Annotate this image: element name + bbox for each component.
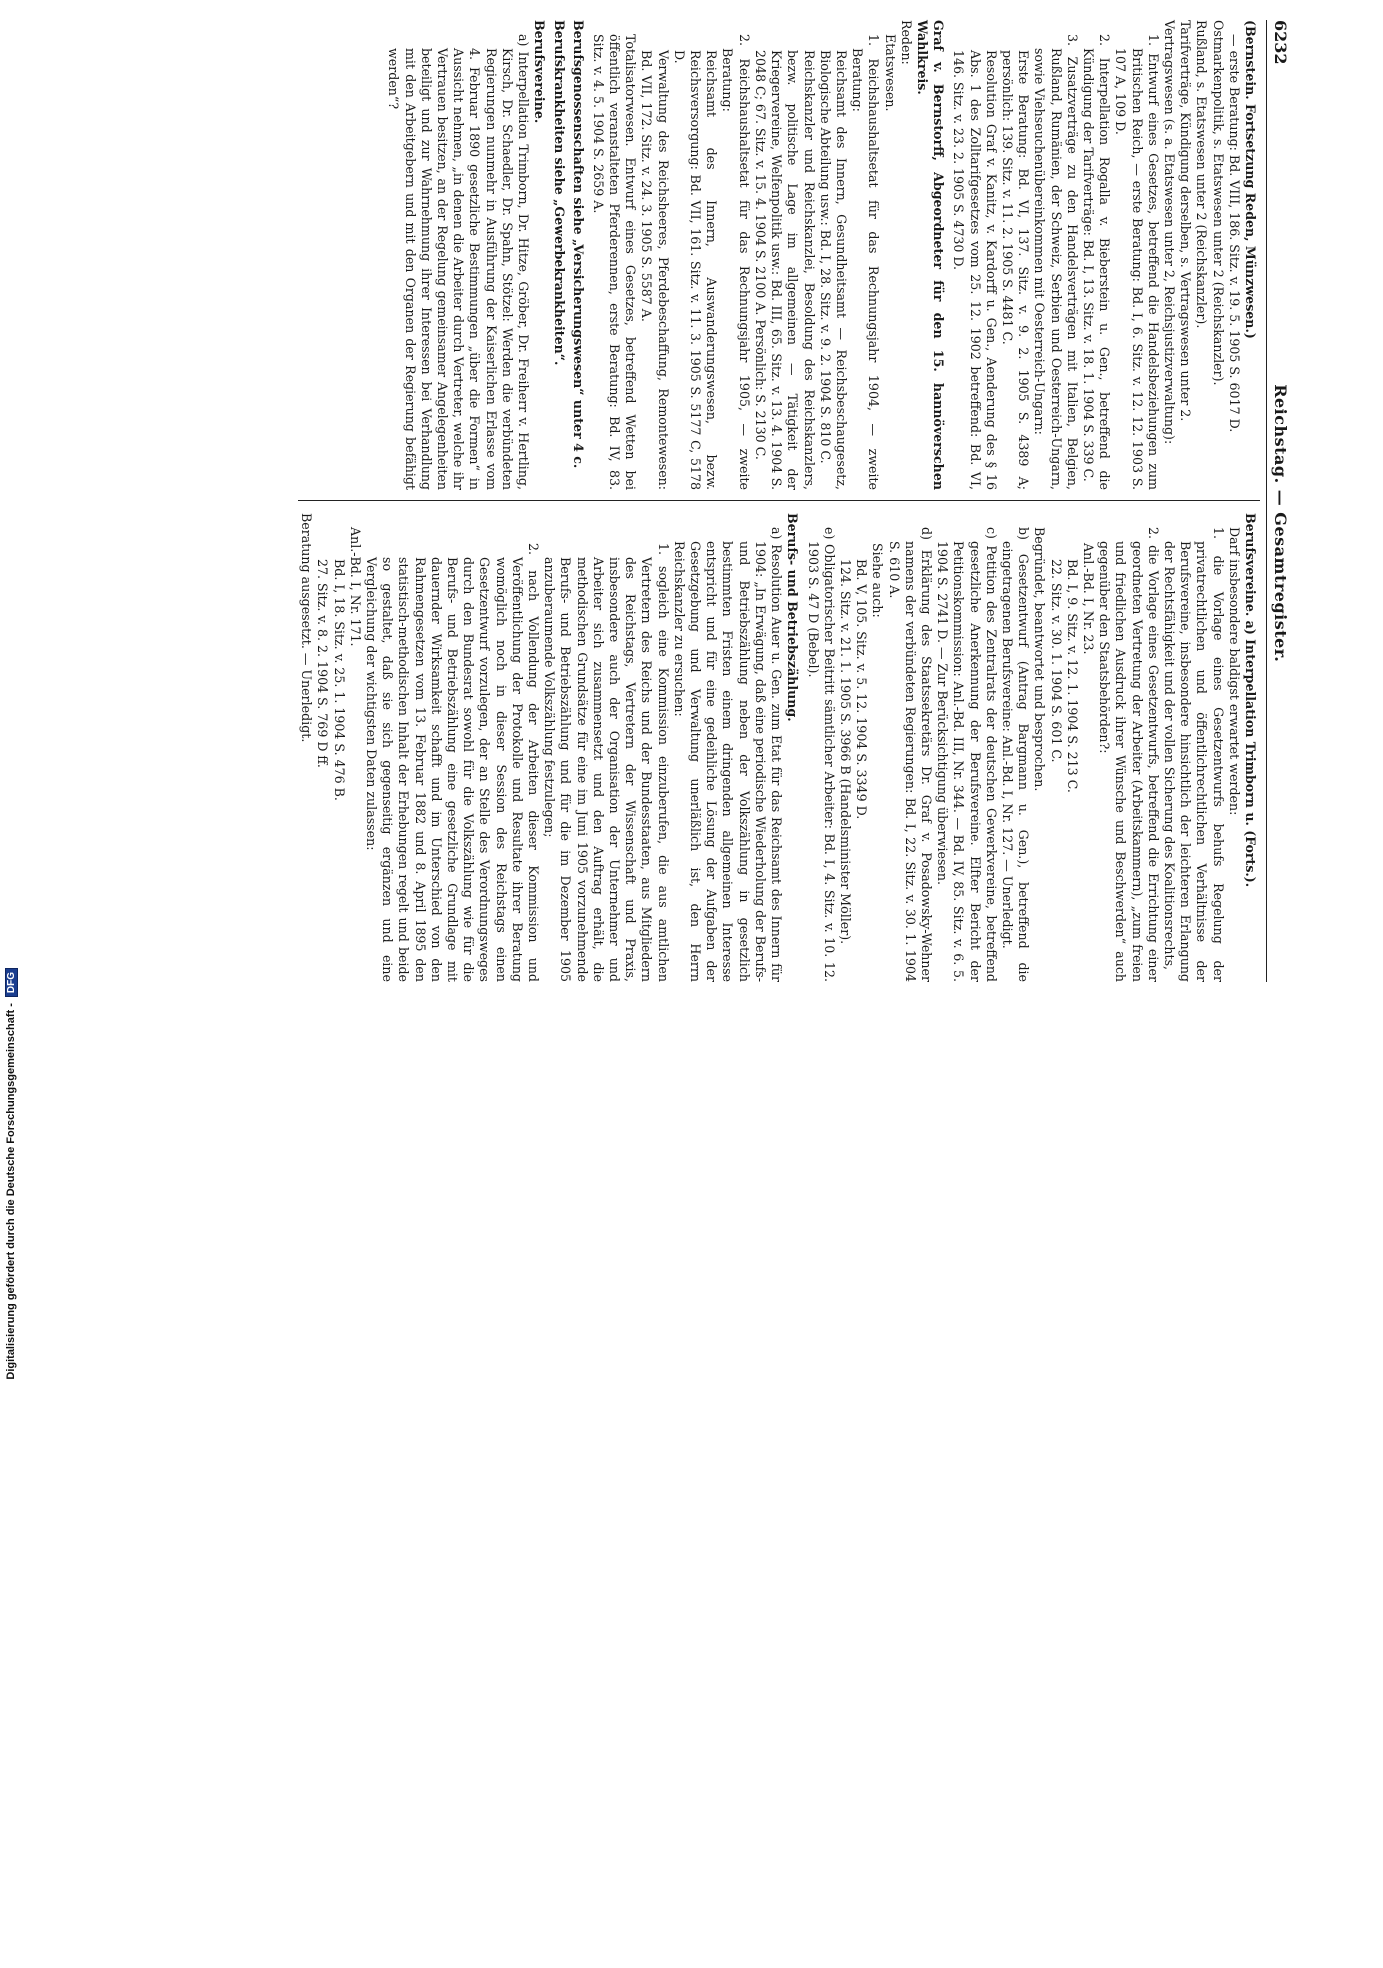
register-entry: 2. Interpellation Rogalla v. Bieberstein u. Gen., betreffend die Kündigung der Tarifverträge: Bd. I, 13. Sitz. v. 18. 1. 1904 S. 339 C. [1080,34,1113,490]
register-entry: b) Gesetzentwurf (Antrag Bargmann u. Gen.), betreffend die eingetragenen Berufsvereine: Anl.-Bd. I, Nr. 127. — Unerledigt. [999,527,1032,982]
register-entry: Reichsamt des Innern, Gesundheitsamt — Reichsbeschaugesetz, Biologische Abteilung usw.: Bd. I, 28. Sitz. v. 9. 2. 1904 S. 810 C. [817,50,849,490]
footer-bar [0,968,22,1968]
page-header [1266,20,1290,982]
register-entry: Berufs- und Betriebszählung. [785,513,801,722]
register-entry: Berufsgenossenschaften siehe „Versicherungswesen“ unter 4 c. [570,20,586,469]
register-entry: Berufsvereine. a) Interpellation Trimborn u. (Forts.). [1243,513,1258,888]
dfg-logo-icon: DFG [5,968,18,997]
register-entry: Totalisatorwesen. Entwurf eines Gesetzes, betreffend Wetten bei öffentlich veranstalteten Pferderennen, erste Beratung: Bd. IV, 83. Sitz. v. 4. 5. 1904 S. 2659 A. [590,34,639,490]
register-entry: Anl.-Bd. I, Nr. 171. [347,527,363,647]
register-entry: c) Petition des Zentralrats der deutschen Gewerkvereine, betreffend gesetzliche Anerkennung der Berufsvereine. Elfter Bericht der Petitionskommission: Anl.-Bd. III, Nr. 344. — Bd. IV, 85. Sitz. v. 6. 5. 1904 S. 2741 D. — Zur Berücksichtigung überwiesen. [935,527,999,982]
page-title: Reichstag. — Gesamtregister. [1271,384,1290,663]
register-entry: Rußland, s. Etatswesen unter 2 (Reichskanzler). [1194,20,1210,329]
register-entry: Tarifverträge, Kündigung derselben, s. Vertragswesen unter 2. [1178,20,1194,422]
left-column [298,20,1260,501]
register-entry: Vertragswesen (s. a. Etatswesen unter 2, Reichsjustizverwaltung): [1161,20,1177,445]
register-entry: 3. Zusatzverträge zu den Handelsverträgen mit Italien, Belgien, Rußland, Rumänien, der Schweiz, Serbien und Oesterreich-Ungarn, sowie Viehseuchenübereinkommen mit Oesterreich-Ungarn: [1032,34,1080,490]
register-entry: Siehe auch: [870,543,886,618]
register-entry: 2. nach Vollendung der Arbeiten dieser Kommission und Veröffentlichung der Protokolle und Resultate ihrer Beratung womöglich noch in dieser Session des Reichstags einen Gesetzentwurf vorzulegen, der an Stelle des Verordnungsweges durch den Bundesrat sowohl für die Volkszählung wie für die Berufs- und Betriebszählung eine gesetzliche Grundlage mit dauernder Wirksamkeit schafft und im Unterschied von den Rahmengesetzen vom 13. Februar 1882 und 8. April 1895 den statistisch-methodischen Inhalt der Erhebungen regelt und beide so gestaltet, daß sie sich gegenseitig ergänzen und eine Vergleichung der wichtigsten Daten zulassen: [364,543,542,982]
register-entry: Reichsamt des Innern, Auswanderungswesen, bezw. Reichsversorgung: Bd. VII, 161. Sitz. v. 11. 3. 1905 S. 5177 C, 5178 D. [671,50,720,490]
register-entry: 1. sogleich eine Kommission einzuberufen, die aus amtlichen Vertretern des Reichs und der Bundesstaaten, aus Mitgliedern des Reichstags, Vertretern der Wissenschaft und Praxis, insbesondere auch der Organisation der Unternehmer und Arbeiter sich zusammensetzt und den Auftrag erhält, die methodischen Grundsätze für eine im Juni 1905 vorzunehmende Berufs- und Betriebszählung und für die im Dezember 1905 anzuberaumende Volkszählung festzulegen; [542,543,671,982]
register-entry: Bd. V, 105. Sitz. v. 5. 12. 1904 S. 3349 D. [854,559,870,820]
register-entry: 2. die Vorlage eines Gesetzentwurfs, betreffend die Errichtung einer geordneten Vertretung der Arbeiter (Arbeitskammern), „zum freien und friedlichen Ausdruck ihrer Wünsche und Beschwerden“ auch gegenüber den Staatsbehörden?: [1097,527,1161,982]
register-entry: Etatswesen. [882,34,898,112]
register-entry: Beratung ausgesetzt. — Unerledigt. [299,513,315,743]
funding-note: Digitalisierung gefördert durch die Deutsche Forschungsgemeinschaft - [5,1003,17,1380]
register-entry: Resolution Graf v. Kanitz, v. Kardorff u. Gen., Aenderung des § 16 Abs. 1 des Zolltarifgesetzes vom 25. 12. 1902 betreffend: Bd. VI, 146. Sitz. v. 23. 2. 1905 S. 4730 D. [951,50,999,490]
register-entry: 22. Sitz. v. 30. 1. 1904 S. 601 C. [1048,559,1064,763]
register-entry: Berufsvereine. [532,20,548,124]
register-entry: Bd. I, 9. Sitz. v. 12. 1. 1904 S. 213 C. [1064,559,1080,793]
register-entry: a) Interpellation Trimborn, Dr. Hitze, Gröber, Dr. Freiherr v. Hertling, Kirsch, Dr. Schaedler, Dr. Spahn, Stötzel: Werden die verbündeten Regierungen nunmehr in Ausführung der Kaiserlichen Erlasse vom 4. Februar 1890 gesetzliche Bestimmungen „über die Formen“ in Aussicht nehmen, „in denen die Arbeiter durch Vertreter, welche ihr Vertrauen besitzen, an der Regelung gemeinsamer Angelegenheiten beteiligt und zur Wahrnehmung ihrer Interessen bei Verhandlung mit den Arbeitgebern und mit den Organen der Regierung befähigt werden“? [386,34,532,490]
register-entry: 2. Reichshaushaltsetat für das Rechnungsjahr 1905, — zweite Beratung: [720,34,752,490]
register-entry: e) Obligatorischer Beitritt sämtlicher Arbeiter: Bd. I, 4. Sitz. v. 10. 12. 1903 S. 47 D (Bebel). [805,527,837,982]
rotated-register-page [0,0,1300,1000]
register-entry: Erste Beratung: Bd. VI, 137. Sitz. v. 9. 2. 1905 S. 4389 A; persönlich: 139. Sitz. v. 11. 2. 1905 S. 4481 C. [999,50,1032,490]
register-entry: Ostmarkenpolitik, s. Etatswesen unter 2 (Reichskanzler). [1210,20,1226,386]
register-entry: 1. Entwurf eines Gesetzes, betreffend die Handelsbeziehungen zum Britischen Reich, — erste Beratung: Bd. I, 6. Sitz. v. 12. 12. 1903 S. 107 A, 109 D. [1113,34,1161,490]
register-entry: — erste Beratung: Bd. VIII, 186. Sitz. v. 19. 5. 1905 S. 6017 D. [1226,34,1242,433]
register-entry: Verwaltung des Reichsheeres, Pferdebeschaffung, Remontewesen: Bd. VII, 172. Sitz. v. 24. 3. 1905 S. 5587 A. [639,50,671,490]
register-entry: d) Erklärung des Staatssekretärs Dr. Graf v. Posadowsky-Wehner namens der verbündeten Regierungen: Bd. I, 22. Sitz. v. 30. 1. 1904 S. 610 A. [886,527,934,982]
register-entry: 1. die Vorlage eines Gesetzentwurfs behufs Regelung der privatrechtlichen und öffentlichrechtlichen Verhältnisse der Berufsvereine, insbesondere hinsichtlich der leichteren Erlangung der Rechtsfähigkeit und der vollen Sicherung des Koalitionsrechts, [1161,527,1226,982]
right-column [298,501,1260,982]
register-entry: 1. Reichshaushaltsetat für das Rechnungsjahr 1904, — zweite Beratung: [850,34,882,490]
page-number: 6232 [1271,20,1290,65]
register-entry: 124. Sitz. v. 21. 1. 1905 S. 3966 B (Handelsminister Möller). [837,559,853,945]
register-entry: Graf v. Bernstorff, Abgeordneter für den 15. hannöverschen Wahlkreis. [914,20,947,490]
register-entry: Reichskanzler und Reichskanzlei, Besoldung des Reichskanzlers, bezw. politische Lage im allgemeinen — Tätigkeit der Kriegervereine, Welfenpolitik usw.: Bd. III, 65. Sitz. v. 13. 4. 1904 S. 2048 C; 67. Sitz. v. 15. 4. 1904 S. 2100 A. Persönlich: S. 2130 C. [752,50,817,490]
register-columns [298,20,1260,982]
register-entry: Reden: [898,20,914,65]
register-entry: Anl.-Bd. I, Nr. 23. [1080,543,1096,655]
register-entry: Begründet, beantwortet und besprochen. [1032,527,1048,792]
register-entry: a) Resolution Auer u. Gen. zum Etat für das Reichsamt des Innern für 1904: „In Erwägung, daß eine periodische Wiederholung der Berufs- und Betriebszählung neben der Volkszählung in gesetzlich bestimmten Fristen einem dringenden allgemeinen Interesse entspricht und für eine gedeihliche Lösung der Aufgaben der Gesetzgebung und Verwaltung unerläßlich ist, den Herrn Reichskanzler zu ersuchen: [671,527,785,982]
footer [0,968,24,1968]
register-entry: Bd. I, 18. Sitz. v. 25. 1. 1904 S. 476 B. [331,559,347,801]
register-entry: 27. Sitz. v. 8. 2. 1904 S. 769 D ff. [315,559,331,768]
register-entry: Berufskrankheiten siehe „Gewerbekrankheiten“. [552,20,568,366]
register-entry: Darf insbesondere baldigst erwartet werden: [1226,527,1242,816]
register-entry: (Bernstein. Fortsetzung Reden, Münzwesen.) [1243,20,1258,339]
